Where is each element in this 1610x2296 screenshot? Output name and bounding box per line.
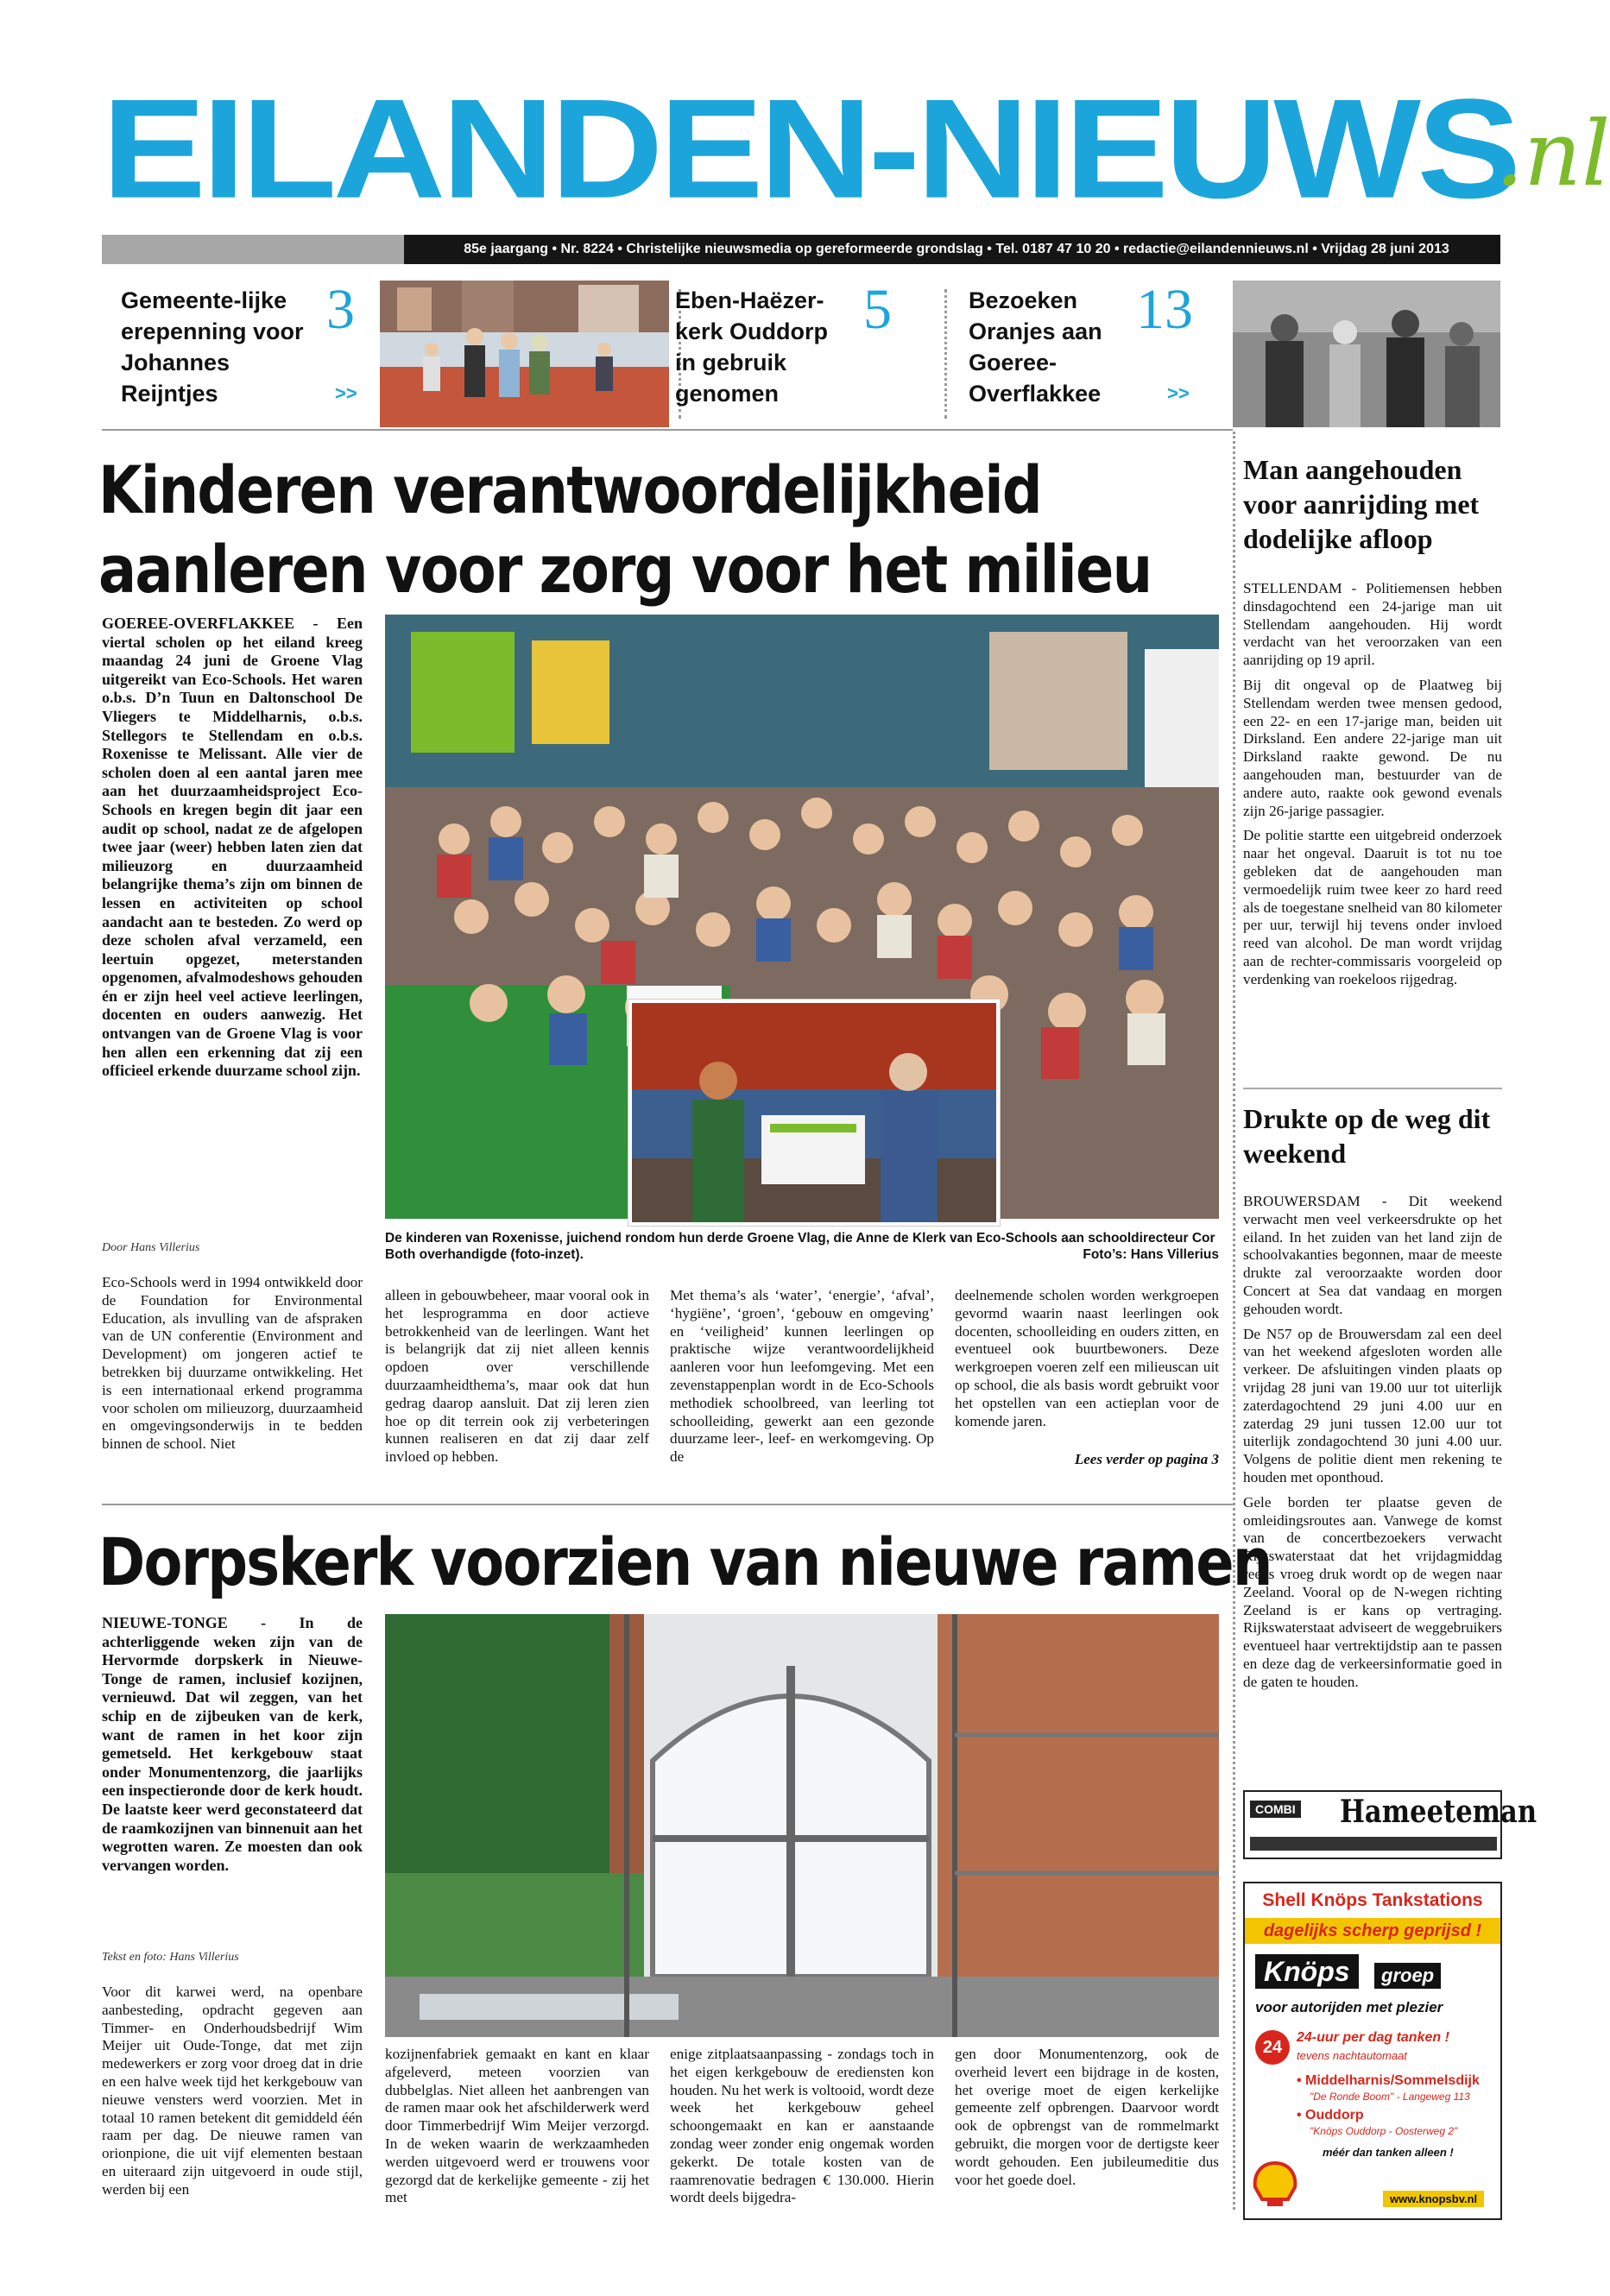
ad-slogan: voor autorijden met plezier <box>1255 1999 1443 2015</box>
teaser-strip <box>102 278 1500 427</box>
lead-byline: Door Hans Villerius <box>102 1241 200 1254</box>
teaser-2-title[interactable]: Eben-Haëzer-kerk Ouddorp in gebruik genomen <box>675 287 829 407</box>
ad-nachtautomaat: tevens nachtautomaat <box>1297 2049 1407 2062</box>
sidebar-article-2 <box>1243 1193 1502 1699</box>
sidebar-p5: De N57 op de Brouwersdam zal een deel van het weekend afgesloten worden alle verkeer. De afsluitingen vinden plaats op vrijdag 28 juni van 19.00 uur tot uiterlijk zaterdagochtend 29 juni 4.00 uur en zaterdag 29 juni tussen 12.00 uur tot uiterlijk zondagochtend 30 juni 4.00 uur. Volgens de politie dient men rekening te houden met oponthoud. <box>1243 1325 1502 1485</box>
second-col-2: kozijnenfabriek gemaakt en kant en klaar afgeleverd, meteen voorzien van dubbelglas. Niet alleen het aanbrengen van de ramen maar ook het afschilderwerk werd door Timmerbedrijf Wim Meijer verzorgd. In de weken waarin de werkzaamheden werden uitgevoerd werd er trouwens voor gezorgd dat de kerkelijke gemeente - zij het met <box>385 2046 649 2206</box>
ad-hameeteman[interactable] <box>1243 1790 1537 1859</box>
sidebar-p2: Bij dit ongeval op de Plaatweg bij Stellendam werden twee mensen gedood, een 22- en een 17-jarige man, beiden uit Dirksland. Een andere 22-jarige man uit Dirksland raakte gewond. De nu aangehouden man, bestuurder van de andere auto, raakte ook gewond evenals zijn 26-jarige passagier. <box>1243 676 1502 819</box>
sidebar-headline-2: Drukte op de weg dit weekend <box>1243 1103 1491 1169</box>
teaser-3-arrow[interactable]: >> <box>1167 382 1190 404</box>
info-bar <box>102 235 1500 264</box>
sidebar-p6: Gele borden ter plaatse geven de omleidingsroutes aan. Vanwege de komst van de concertbezoekers verwacht Rijkswaterstaat dat het vrijdagmiddag reeds vroeg druk wordt op de wegen naar Zeeland. Vooral op de N-wegen richting Zeeland is er kans op vertraging. Rijkswaterstaat adviseert de weggebruikers eventueel haar vertrektijdstip aan te passen en deze dag de verkeersinformatie goed in de gaten te houden. <box>1243 1493 1502 1690</box>
lead-inset-photo <box>628 1000 1000 1226</box>
lead-continue[interactable]: Lees verder op pagina 3 <box>1074 1451 1219 1467</box>
ad-shell-sub: dagelijks scherp geprijsd ! <box>1245 1918 1500 1944</box>
teaser-1-photo <box>380 281 669 427</box>
ad-url[interactable]: www.knopsbv.nl <box>1383 2191 1484 2207</box>
sidebar-p1: STELLENDAM - Politiemensen hebben dinsdagochtend een 24-jarige man uit Stellendam aangehouden. Hij wordt verdacht van het veroorzaken van een aanrijding op 19 april. <box>1243 580 1502 669</box>
masthead-logo <box>102 70 1610 229</box>
teaser-3-title[interactable]: Bezoeken Oranjes aan Goeree-Overflakkee <box>969 287 1102 407</box>
lead-headline-1: Kinderen verantwoordelijkheid <box>98 451 1041 528</box>
second-photo <box>385 1614 1219 2037</box>
ad-hours: 24-uur per dag tanken ! <box>1297 2030 1449 2045</box>
ad-knops[interactable] <box>1243 1882 1502 2220</box>
sidebar-headline-1: Man aangehouden voor aanrijding met dodelijke afloop <box>1243 454 1480 554</box>
teaser-3-page: 13 <box>1136 278 1193 341</box>
ad-groep: groep <box>1374 1963 1441 1989</box>
ad-hameeteman-name: Hameeteman <box>1340 1794 1537 1830</box>
masthead-tld: .nl <box>1495 101 1610 206</box>
ad-combi: COMBI <box>1250 1801 1301 1818</box>
sidebar-p4: BROUWERSDAM - Dit weekend verwacht men veel verkeersdrukte op het eiland. In het zuiden van het land zijn de schoolvakanties begonnen, maar de meeste drukte zal veroorzaakte worden door Concert at Sea dat vandaag en morgen gehouden wordt. <box>1243 1193 1502 1317</box>
lead-caption: De kinderen van Roxenisse, juichend rondom hun derde Groene Vlag, die Anne de Klerk van Eco-Schools aan schooldirecteur Cor Both overhandigde (foto-inzet). <box>385 1231 1215 1262</box>
ad-loc1: • Middelharnis/Sommelsdijk <box>1297 2073 1480 2088</box>
shell-logo-icon <box>1250 2160 1300 2210</box>
teaser-1-page: 3 <box>326 278 355 341</box>
ad-loc1-address: "De Ronde Boom" - Langeweg 113 <box>1310 2091 1470 2103</box>
second-col-3: enige zitplaatsaanpassing - zondags toch in het eigen kerkgebouw de erediensten kon houden. Nu het werk is voltooid, wordt deze week het kerkgebouw geheel schoongemaakt en kan er aanstaande zondag weer zonder enig ongemak worden gekerkt. De totale kosten van de raamrenovatie bedragen € 130.000. Hierin wordt deels bijgedra- <box>670 2046 934 2206</box>
teaser-1-arrow[interactable]: >> <box>335 382 357 404</box>
lead-headline-2: aanleren voor zorg voor het milieu <box>98 531 1152 608</box>
lead-col-3: Met thema’s als ‘water’, ‘energie’, ‘afval’, ‘hygiëne’, ‘groen’, ‘gebouw en omgeving’ en ‘veiligheid’ kunnen leerlingen op praktische wijze verantwoordelijkheid aanleren voor hun leefomgeving. Met een zevenstappenplan wordt in de Eco-Schools methodiek schoolbreed, van leerling tot schoolleiding, gewerkt aan een gezonde duurzame leer-, leef- en werkomgeving. Op de <box>670 1287 934 1466</box>
ad-loc2-address: "Knöps Ouddorp - Oosterweg 2" <box>1310 2125 1458 2137</box>
teaser-3-photo <box>1233 281 1500 427</box>
ad-loc2: • Ouddorp <box>1297 2108 1364 2123</box>
sidebar-p3: De politie startte een uitgebreid onderzoek naar het ongeval. Daaruit is tot nu toe gebleken dat de aangehouden man vermoedelijk ruim twee keer zo hard reed als de toegestane snelheid van 80 kilometer per uur, terwijl hij tevens onder invloed reed van alcohol. De man wordt vrijdag aan de rechter-commissaris voorgeleid op verdenking van roekeloos rijgedrag. <box>1243 827 1502 987</box>
lead-credit: Foto’s: Hans Villerius <box>1083 1247 1219 1262</box>
second-headline: Dorpskerk voorzien van nieuwe ramen <box>98 1523 1272 1600</box>
ad-meer: méér dan tanken alleen ! <box>1323 2146 1454 2159</box>
teaser-2-page: 5 <box>863 278 892 341</box>
sidebar-article-1 <box>1243 580 1502 996</box>
second-col-4: gen door Monumentenzorg, ook de overheid levert een bijdrage in de kosten, het overige moet de eigen kerkelijke gemeente zelf opbrengen. Daarvoor wordt ook de opbrengst van de rommelmarkt gebruikt, die morgen voor de dertigste keer wordt gehouden. Een jubileumeditie dus voor het goede doel. <box>955 2046 1219 2188</box>
lead-col-2: alleen in gebouwbeheer, maar vooral ook in het lesprogramma en door actieve betrokkenheid van de leerlingen. Want het is belangrijk dat zij niet alleen kennis opdoen over verschillende duurzaamheidthema’s, maar ook dat hun gedrag daarop aansluit. Dat zij leren zien hoe op dit terrein ook zij verbeteringen kunnen realiseren en dat zij daar zelf invloed op hebben. <box>385 1287 649 1466</box>
lead-col-1: Eco-Schools werd in 1994 ontwikkeld door de Foundation for Environmental Education, als invulling van de afspraken van de UN conferentie (Environment and Development) om jongeren actief te betrekken bij duurzame ontwikkeling. Het is een internationaal erkend programma voor scholen om milieuzorg, duurzaamheid en omgevingsonderwijs in te bedden binnen de school. Niet <box>102 1274 363 1453</box>
second-col-1: Voor dit karwei werd, na openbare aanbesteding, opdracht gegeven aan Timmer- en Onderhoudsbedrijf Wim Meijer uit Oude-Tonge, dat met zijn medewerkers er zorg voor droeg dat in drie en een halve week tijd het kerkgebouw van nieuwe vensters werd voorzien. Met in totaal 10 ramen betekent dit gemiddeld één raam per dag. De nieuwe ramen van orionpione, die uit vijf elementen bestaan en uiteraard zijn uitgevoerd in oude stijl, werden bij een <box>102 1984 363 2198</box>
ad-24-badge: 24 <box>1255 2030 1290 2065</box>
second-intro: NIEUWE-TONGE - In de achterliggende weken zijn van de Hervormde dorpskerk in Nieuwe-Tonge de ramen, inclusief kozijnen, vernieuwd. Dat wil zeggen, van het schip en de zijbeuken van de kerk, want de ramen in het koor zijn gemetseld. Het kerkgebouw staat onder Monumentenzorg, die jaarlijks een inspectieronde door de kerk houdt. De laatste keer werd geconstateerd dat de raamkozijnen van binnenuit aan het wegrotten waren. Ze moesten dan ook vervangen worden. <box>102 1614 363 1874</box>
lead-col-4: deelnemende scholen worden werkgroepen gevormd waarin naast leerlingen ook docenten, schoolleiding en ouders zitten, en eventueel ook buurtbewoners. Deze werkgroepen voeren zelf een milieuscan uit op school, die als basis wordt gebruikt voor het opstellen van een actieplan voor de komende jaren. <box>955 1287 1219 1429</box>
ad-shell-title: Shell Knöps Tankstations <box>1262 1890 1483 1910</box>
second-byline: Tekst en foto: Hans Villerius <box>102 1951 239 1964</box>
teaser-1-title[interactable]: Gemeente-lijke erepenning voor Johannes Reijntjes <box>121 287 304 407</box>
lead-intro: GOEREE-OVERFLAKKEE - Een viertal scholen op het eiland kreeg maandag 24 juni de Groene Vlag uitgereikt van Eco-Schools. Het waren o.b.s. D’n Tuun en Daltonschool De Vliegers te Middelharnis, o.b.s. Stellegors te Stellendam en o.b.s. Roxenisse te Melissant. Alle vier de scholen doen al een aantal jaren mee aan het duurzaamheidsproject Eco-Schools en kregen begin dit jaar een audit op school, nadat ze de afgelopen twee jaar (weer) hebben laten zien dat milieuzorg en duurzaamheid belangrijke thema’s zijn om binnen de lessen en activiteiten op school aandacht aan te besteden. Zo werd op deze scholen afval verzameld, een leertuin opgezet, meterstanden opgenomen, afvalmodeshows gehouden én er zijn heel veel actieve leerlingen, docenten en ouders aanwezig. Het ontvangen van de Groene Vlag is voor hen allen een erkenning dat zij een officieel erkende duurzame school zijn. <box>102 615 363 1080</box>
info-text: 85e jaargang • Nr. 8224 • Christelijke nieuwsmedia op gereformeerde grondslag • Tel. 0187 47 10 20 • redactie@eilandennieuws.nl • Vrijdag 28 juni 2013 <box>464 242 1449 256</box>
ad-knops-logo: Knöps <box>1255 1954 1359 1989</box>
masthead-title: EILANDEN-NIEUWS <box>102 70 1518 229</box>
